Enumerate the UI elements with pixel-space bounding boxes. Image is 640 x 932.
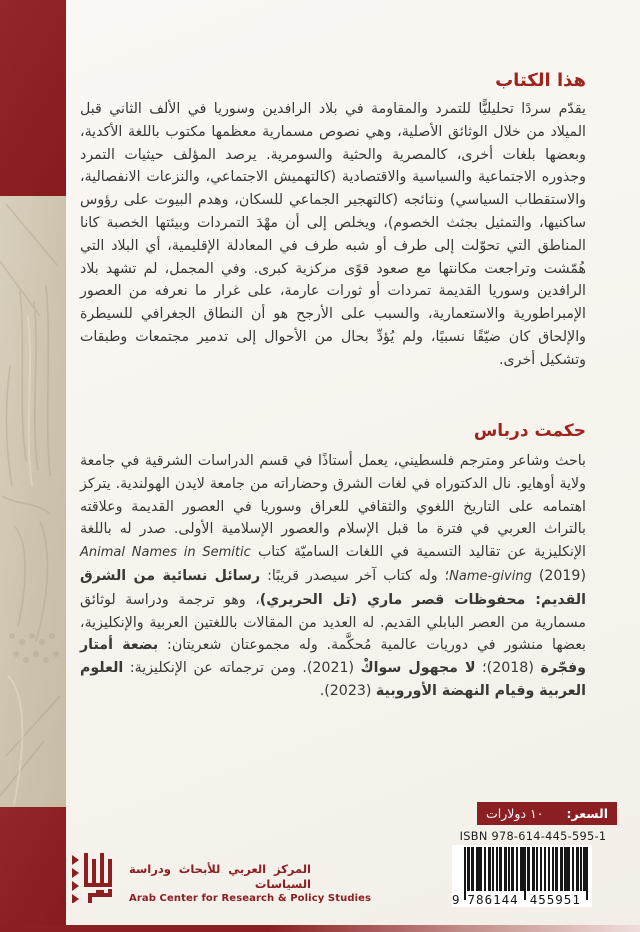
assyrian-relief-icon <box>0 196 66 807</box>
bio-segment: (2021). ومن ترجماته عن الإنكليزية: <box>123 660 361 677</box>
bio-book-title-latin: Animal Names in Semitic Name-giving <box>80 545 532 584</box>
bottom-edge-strip <box>0 925 640 932</box>
author-bio-text <box>80 450 586 703</box>
bio-book-title-bold: رسائل نسائية من الشرق القديم: محفوظات قصر ماري (تل الحريري) <box>80 567 587 608</box>
bio-segment: ، وهو ترجمة ودراسة لوثائق مسمارية من العصر البابلي القديم. له العديد من المقالات باللغتين العربية والإنكليزية، بعضها منشور في دوريات عالمية مُحكَّمة. وله مجموعتان شعريتان: <box>80 591 586 654</box>
isbn-text: ISBN 978-614-445-595-1 <box>459 830 607 843</box>
barcode-digit-group: 455951 <box>529 892 581 907</box>
price-value: ١٠ دولارات <box>486 806 544 821</box>
bio-segment: (2018)؛ <box>475 660 541 677</box>
bio-segment: (2023). <box>319 682 376 699</box>
bio-segment: (2019)؛ وله كتاب آخر سيصدر قريبًا: <box>260 567 586 584</box>
publisher-names <box>129 862 372 906</box>
spine-band-top <box>0 0 66 196</box>
spine-band-bottom <box>0 807 66 932</box>
barcode-digit-group: 786144 <box>467 892 519 907</box>
barcode-bars <box>464 847 588 891</box>
bio-segment: باحث وشاعر ومترجم فلسطيني، يعمل أستاذًا في قسم الدراسات الشرقية في جامعة ولاية أوهايو. نال الدكتوراه في لغات الشرق وحضاراته من جامعة لايدن الهولندية. يتركز اهتمامه على التاريخ اللغوي والثقافي للعراق وسوريا في العصور القديمة وعلاقته بالتراث العربي في فترة ما قبل الإسلام والعصور الإسلامية الأولى. صدر له باللغة الإنكليزية عن تقاليد التسمية في اللغات الساميّة كتاب <box>80 453 586 561</box>
about-book-text: يقدّم سردًا تحليليًّا للتمرد والمقاومة في بلاد الرافدين وسوريا في الألف الثاني قبل الميلاد من خلال الوثائق الأصلية، وهي نصوص مسمارية معظمها مكتوب باللغة الأكدية، وبعضها بلغات أخرى، كالمصرية والحثية والسومرية. يرصد المؤلف حيثيات التمرد وجذوره الاجتماعية والسياسية والاقتصادية (كالتهميش الاجتماعي، والنزعات الانفصالية، والاستقطاب السياسي) ونتائجه (كالتهجير الجماعي للسكان، وهدم البيوت على رؤوس ساكنيها، والتمثيل بجثث الخصوم)، ويخلص إلى أن مهْدَ التمردات وبيئتها الخصبة كانا المناطق التي تحوّلت إلى طرف أو شبه طرف في المعادلة الإقليمية، أي البلاد التي هُمّشت وتراجعت مكانتها مع صعود قوًى مركزية كبرى. وفي المجمل، لم تشهد بلاد الرافدين وسوريا القديمة تمردات أو ثورات عارمة، على غرار ما نعرفه من العصور الإمبراطورية والاستعمارية، والسبب على الأرجح هو أن النطاق الجغرافي للسيطرة والإلحاق كان ضيّقًا نسبيًا، ولم يُؤدِّ بحال من الأحوال إلى تدمير مجتمعات وطبقات وتشكيل أخرى. <box>80 101 586 368</box>
bio-book-title-bold: لا مجهول سواكْ <box>360 660 476 677</box>
isbn-barcode <box>452 845 592 907</box>
barcode-digits <box>452 892 592 907</box>
about-book-heading: هذا الكتاب <box>495 70 586 91</box>
bio-book-title-bold: بضعة أمتار وفجّرة <box>80 637 586 677</box>
price-bar <box>477 802 617 825</box>
acrps-kufic-logo-icon <box>72 853 116 903</box>
author-name-heading: حكمت درباس <box>473 421 586 441</box>
publisher-footer <box>72 853 372 906</box>
barcode-digit-lead: 9 <box>452 892 461 907</box>
bio-book-title-bold: العلوم العربية وقيام النهضة الأوروبية <box>80 660 586 699</box>
relief-artwork <box>0 196 66 807</box>
price-label: السعر: <box>566 806 608 821</box>
publisher-name-english: Arab Center for Research & Policy Studies <box>129 893 372 904</box>
publisher-name-arabic: المركز العربي للأبحاث ودراسة السياسات <box>129 862 311 891</box>
